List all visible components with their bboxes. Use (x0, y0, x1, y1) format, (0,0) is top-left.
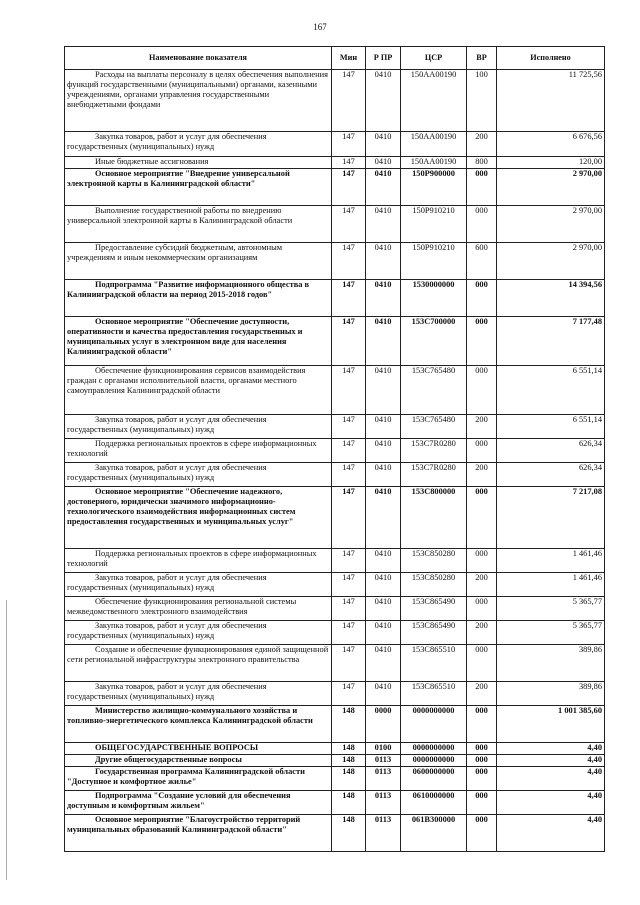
table-body (65, 70, 605, 852)
row-rpr-cell: 0410 (366, 157, 401, 169)
row-min-cell: 147 (332, 549, 366, 573)
row-executed-cell: 11 725,56 (497, 70, 605, 132)
row-csr-cell: 061В300000 (401, 815, 467, 852)
row-executed-cell: 14 394,56 (497, 280, 605, 317)
row-executed-cell: 2 970,00 (497, 169, 605, 206)
column-header-name: Наименование показателя (65, 47, 332, 70)
row-executed-cell: 7 217,08 (497, 487, 605, 549)
row-executed-cell: 2 970,00 (497, 243, 605, 280)
row-vr-cell: 000 (467, 706, 497, 743)
row-csr-cell: 150АА00190 (401, 157, 467, 169)
row-vr-cell: 000 (467, 791, 497, 815)
row-name-cell: Закупка товаров, работ и услуг для обеспечения государственных (муниципальных) нужд (65, 415, 332, 439)
row-csr-cell: 153С700000 (401, 317, 467, 366)
row-executed-cell: 626,34 (497, 439, 605, 463)
table-row (65, 549, 605, 573)
table-row (65, 415, 605, 439)
row-csr-cell: 1530000000 (401, 280, 467, 317)
row-vr-cell: 200 (467, 463, 497, 487)
row-name-cell: Другие общегосударственные вопросы (65, 755, 332, 767)
row-executed-cell: 4,40 (497, 755, 605, 767)
budget-execution-table (64, 46, 605, 852)
table-row (65, 70, 605, 132)
row-min-cell: 147 (332, 415, 366, 439)
table-row (65, 463, 605, 487)
row-name-cell: Поддержка региональных проектов в сфере информационных технологий (65, 549, 332, 573)
row-vr-cell: 000 (467, 280, 497, 317)
column-header-rpr: Р ПР (366, 47, 401, 70)
row-min-cell: 147 (332, 366, 366, 415)
row-min-cell: 148 (332, 755, 366, 767)
row-csr-cell: 0000000000 (401, 743, 467, 755)
row-vr-cell: 200 (467, 415, 497, 439)
row-vr-cell: 000 (467, 815, 497, 852)
row-vr-cell: 100 (467, 70, 497, 132)
table-row (65, 573, 605, 597)
table-row (65, 767, 605, 791)
row-csr-cell: 153С865510 (401, 645, 467, 682)
row-name-cell: Иные бюджетные ассигнования (65, 157, 332, 169)
row-rpr-cell: 0410 (366, 415, 401, 439)
table-row (65, 317, 605, 366)
row-vr-cell: 200 (467, 132, 497, 157)
row-min-cell: 147 (332, 132, 366, 157)
row-rpr-cell: 0410 (366, 169, 401, 206)
row-vr-cell: 000 (467, 366, 497, 415)
row-rpr-cell: 0410 (366, 645, 401, 682)
row-rpr-cell: 0410 (366, 621, 401, 645)
row-vr-cell: 200 (467, 682, 497, 706)
column-header-csr: ЦСР (401, 47, 467, 70)
table-row (65, 791, 605, 815)
row-name-cell: Выполнение государственной работы по внедрению универсальной электронной карты в Калининградской области (65, 206, 332, 243)
table-row (65, 621, 605, 645)
row-executed-cell: 389,86 (497, 645, 605, 682)
row-name-cell: Создание и обеспечение функционирования единой защищенной сети региональной инфраструктуры электронного правительства (65, 645, 332, 682)
table-row (65, 439, 605, 463)
row-csr-cell: 0600000000 (401, 767, 467, 791)
row-rpr-cell: 0410 (366, 206, 401, 243)
table-row (65, 682, 605, 706)
row-name-cell: Предоставление субсидий бюджетным, автономным учреждениям и иным некоммерческим организациям (65, 243, 332, 280)
table-row (65, 206, 605, 243)
row-executed-cell: 1 461,46 (497, 573, 605, 597)
row-min-cell: 147 (332, 621, 366, 645)
row-min-cell: 148 (332, 791, 366, 815)
row-name-cell: Закупка товаров, работ и услуг для обеспечения государственных (муниципальных) нужд (65, 573, 332, 597)
row-min-cell: 147 (332, 157, 366, 169)
row-executed-cell: 4,40 (497, 791, 605, 815)
row-min-cell: 147 (332, 169, 366, 206)
row-min-cell: 148 (332, 767, 366, 791)
row-executed-cell: 4,40 (497, 743, 605, 755)
row-executed-cell: 389,86 (497, 682, 605, 706)
row-name-cell: Министерство жилищно-коммунального хозяйства и топливно-энергетического комплекса Калининградской области (65, 706, 332, 743)
row-executed-cell: 2 970,00 (497, 206, 605, 243)
column-header-executed: Исполнено (497, 47, 605, 70)
row-name-cell: Подпрограмма "Создание условий для обеспечения доступным и комфортным жильем" (65, 791, 332, 815)
row-rpr-cell: 0000 (366, 706, 401, 743)
row-name-cell: Основное мероприятие "Внедрение универсальной электронной карты в Калининградской области" (65, 169, 332, 206)
row-name-cell: Обеспечение функционирования сервисов взаимодействия граждан с органами исполнительной власти, органами местного самоуправления Калининградской области (65, 366, 332, 415)
row-csr-cell: 150Р910210 (401, 206, 467, 243)
table-row (65, 157, 605, 169)
row-vr-cell: 000 (467, 743, 497, 755)
row-rpr-cell: 0410 (366, 463, 401, 487)
table-row (65, 755, 605, 767)
row-rpr-cell: 0113 (366, 815, 401, 852)
row-vr-cell: 000 (467, 169, 497, 206)
row-executed-cell: 6 551,14 (497, 415, 605, 439)
row-vr-cell: 000 (467, 755, 497, 767)
row-min-cell: 147 (332, 243, 366, 280)
row-csr-cell: 153С865510 (401, 682, 467, 706)
row-min-cell: 147 (332, 597, 366, 621)
row-name-cell: Закупка товаров, работ и услуг для обеспечения государственных (муниципальных) нужд (65, 621, 332, 645)
row-executed-cell: 1 461,46 (497, 549, 605, 573)
left-margin-line (6, 600, 7, 880)
table-header-row (65, 47, 605, 70)
row-rpr-cell: 0410 (366, 132, 401, 157)
row-min-cell: 147 (332, 645, 366, 682)
row-csr-cell: 150АА00190 (401, 132, 467, 157)
row-executed-cell: 4,40 (497, 767, 605, 791)
row-csr-cell: 0610000000 (401, 791, 467, 815)
row-name-cell: ОБЩЕГОСУДАРСТВЕННЫЕ ВОПРОСЫ (65, 743, 332, 755)
row-min-cell: 147 (332, 280, 366, 317)
row-csr-cell: 153С865490 (401, 597, 467, 621)
row-executed-cell: 4,40 (497, 815, 605, 852)
row-vr-cell: 800 (467, 157, 497, 169)
row-rpr-cell: 0410 (366, 487, 401, 549)
table-row (65, 169, 605, 206)
row-executed-cell: 7 177,48 (497, 317, 605, 366)
row-rpr-cell: 0113 (366, 755, 401, 767)
table-row (65, 366, 605, 415)
row-vr-cell: 600 (467, 243, 497, 280)
row-vr-cell: 000 (467, 317, 497, 366)
table-row (65, 487, 605, 549)
row-min-cell: 147 (332, 206, 366, 243)
row-min-cell: 147 (332, 317, 366, 366)
row-rpr-cell: 0410 (366, 366, 401, 415)
row-vr-cell: 200 (467, 573, 497, 597)
row-executed-cell: 6 676,56 (497, 132, 605, 157)
row-vr-cell: 200 (467, 621, 497, 645)
row-name-cell: Расходы на выплаты персоналу в целях обеспечения выполнения функций государственными (муниципальными) органами, казенными учреждениями, органами управления государственными внебюджетными фондами (65, 70, 332, 132)
row-csr-cell: 153С865490 (401, 621, 467, 645)
column-header-vr: ВР (467, 47, 497, 70)
table-row (65, 132, 605, 157)
row-vr-cell: 000 (467, 767, 497, 791)
row-min-cell: 147 (332, 573, 366, 597)
row-name-cell: Основное мероприятие "Обеспечение надежного, достоверного, юридически значимого информационно-технологического взаимодействия информационных систем предоставления государственных и муниципальных услуг" (65, 487, 332, 549)
table-row (65, 645, 605, 682)
row-rpr-cell: 0410 (366, 573, 401, 597)
row-rpr-cell: 0410 (366, 70, 401, 132)
table-row (65, 743, 605, 755)
row-csr-cell: 153С800000 (401, 487, 467, 549)
row-name-cell: Обеспечение функционирования региональной системы межведомственного электронного взаимодействия (65, 597, 332, 621)
row-csr-cell: 150АА00190 (401, 70, 467, 132)
row-csr-cell: 153С850280 (401, 549, 467, 573)
row-min-cell: 147 (332, 463, 366, 487)
row-min-cell: 147 (332, 70, 366, 132)
row-name-cell: Основное мероприятие "Благоустройство территорий муниципальных образований Калининградской области" (65, 815, 332, 852)
row-name-cell: Поддержка региональных проектов в сфере информационных технологий (65, 439, 332, 463)
row-rpr-cell: 0113 (366, 791, 401, 815)
row-csr-cell: 153С7R0280 (401, 463, 467, 487)
row-csr-cell: 153С765480 (401, 366, 467, 415)
table-row (65, 706, 605, 743)
row-rpr-cell: 0100 (366, 743, 401, 755)
row-min-cell: 148 (332, 815, 366, 852)
row-rpr-cell: 0410 (366, 439, 401, 463)
row-min-cell: 147 (332, 487, 366, 549)
row-vr-cell: 000 (467, 439, 497, 463)
row-vr-cell: 000 (467, 487, 497, 549)
row-rpr-cell: 0410 (366, 280, 401, 317)
row-min-cell: 147 (332, 682, 366, 706)
row-executed-cell: 120,00 (497, 157, 605, 169)
table-row (65, 597, 605, 621)
row-min-cell: 147 (332, 439, 366, 463)
row-csr-cell: 150Р900000 (401, 169, 467, 206)
row-executed-cell: 1 001 385,60 (497, 706, 605, 743)
row-csr-cell: 153С7R0280 (401, 439, 467, 463)
table-row (65, 815, 605, 852)
column-header-min: Мин (332, 47, 366, 70)
row-vr-cell: 000 (467, 597, 497, 621)
row-name-cell: Подпрограмма "Развитие информационного общества в Калининградской области на период 2015-2018 годов" (65, 280, 332, 317)
row-vr-cell: 000 (467, 549, 497, 573)
table-row (65, 243, 605, 280)
row-rpr-cell: 0113 (366, 767, 401, 791)
row-min-cell: 148 (332, 743, 366, 755)
row-executed-cell: 5 365,77 (497, 597, 605, 621)
row-name-cell: Закупка товаров, работ и услуг для обеспечения государственных (муниципальных) нужд (65, 682, 332, 706)
row-name-cell: Государственная программа Калининградской области "Доступное и комфортное жилье" (65, 767, 332, 791)
row-csr-cell: 153С765480 (401, 415, 467, 439)
row-executed-cell: 6 551,14 (497, 366, 605, 415)
row-executed-cell: 626,34 (497, 463, 605, 487)
row-name-cell: Закупка товаров, работ и услуг для обеспечения государственных (муниципальных) нужд (65, 132, 332, 157)
row-name-cell: Закупка товаров, работ и услуг для обеспечения государственных (муниципальных) нужд (65, 463, 332, 487)
row-rpr-cell: 0410 (366, 549, 401, 573)
row-executed-cell: 5 365,77 (497, 621, 605, 645)
row-rpr-cell: 0410 (366, 682, 401, 706)
row-csr-cell: 0000000000 (401, 755, 467, 767)
row-vr-cell: 000 (467, 645, 497, 682)
row-min-cell: 148 (332, 706, 366, 743)
row-rpr-cell: 0410 (366, 243, 401, 280)
row-vr-cell: 000 (467, 206, 497, 243)
page-number: 167 (313, 22, 327, 32)
row-csr-cell: 153С850280 (401, 573, 467, 597)
table-row (65, 280, 605, 317)
row-csr-cell: 150Р910210 (401, 243, 467, 280)
row-name-cell: Основное мероприятие "Обеспечение доступности, оперативности и качества предоставления государственных и муниципальных услуг в электронном виде для населения Калининградской области" (65, 317, 332, 366)
row-rpr-cell: 0410 (366, 597, 401, 621)
row-rpr-cell: 0410 (366, 317, 401, 366)
row-csr-cell: 0000000000 (401, 706, 467, 743)
